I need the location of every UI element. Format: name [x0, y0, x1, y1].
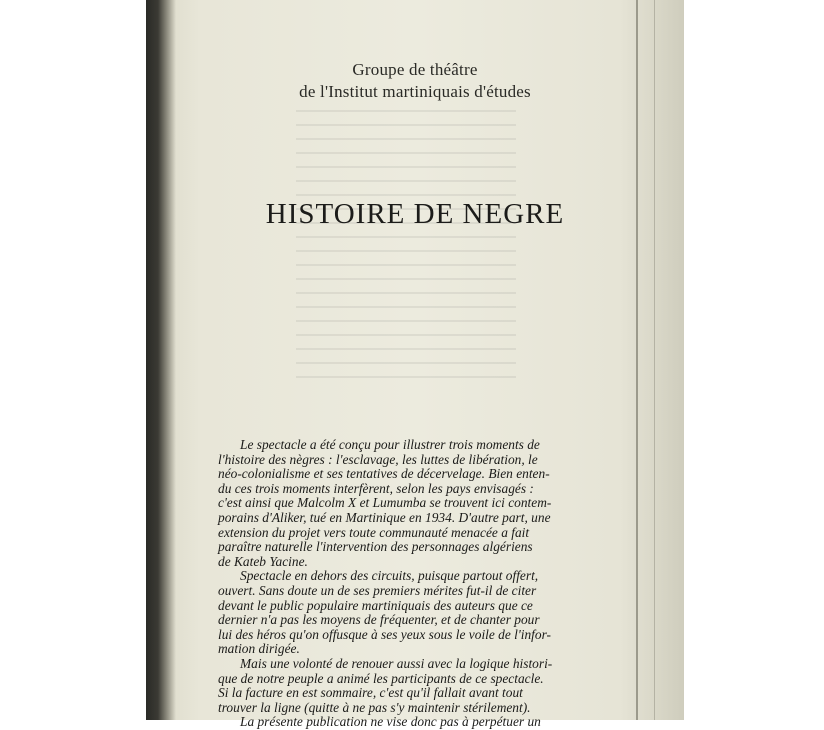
show-through-text [296, 110, 516, 390]
body-line: trouver la ligne (quitte à ne pas s'y maintenir stérilement). [218, 699, 531, 715]
body-line: lui des héros qu'on offusque à ses yeux sous le voile de l'infor- [218, 626, 551, 642]
body-line: c'est ainsi que Malcolm X et Lumumba se trouvent ici contem- [218, 495, 552, 511]
body-line: que de notre peuple a animé les participants de ce spectacle. [218, 670, 544, 686]
body-line: paraître naturelle l'intervention des personnages algériens [218, 539, 533, 555]
body-line: ouvert. Sans doute un de ses premiers mérites fut-il de citer [218, 582, 537, 598]
body-line: l'histoire des nègres : l'esclavage, les luttes de libération, le [218, 451, 538, 467]
body-line: mation dirigée. [218, 641, 300, 657]
body-line: Si la facture en est sommaire, c'est qu'il fallait avant tout [218, 685, 523, 701]
page-edge-2 [654, 0, 655, 720]
book-page-photo [146, 0, 684, 730]
body-line: Le spectacle a été conçu pour illustrer trois moments de [240, 437, 540, 452]
book-spine [146, 0, 176, 720]
body-line: porains d'Aliker, tué en Martinique en 1934. D'autre part, une [218, 509, 551, 525]
body-line: Spectacle en dehors des circuits, puisque partout offert, [240, 568, 539, 584]
body-line: du ces trois moments interfèrent, selon les pays envisagés : [218, 480, 534, 496]
header-line-1: Groupe de théâtre [352, 60, 478, 79]
body-line: de Kateb Yacine. [218, 553, 308, 569]
body-line: extension du projet vers toute communauté menacée a fait [218, 524, 530, 540]
header-line-2: de l'Institut martiniquais d'études [299, 82, 531, 101]
body-line: Mais une volonté de renouer aussi avec la logique histori- [240, 655, 553, 671]
body-line: néo-colonialisme et ses tentatives de décervelage. Bien enten- [218, 466, 550, 482]
body-line: devant le public populaire martiniquais des auteurs que ce [218, 597, 533, 613]
body-text [218, 438, 588, 730]
page-title: HISTOIRE DE NEGRE [265, 198, 565, 230]
page-edge [636, 0, 638, 720]
body-line: La présente publication ne vise donc pas à perpétuer un [240, 714, 541, 730]
body-line: dernier n'a pas les moyens de fréquenter, et de chanter pour [218, 612, 540, 628]
